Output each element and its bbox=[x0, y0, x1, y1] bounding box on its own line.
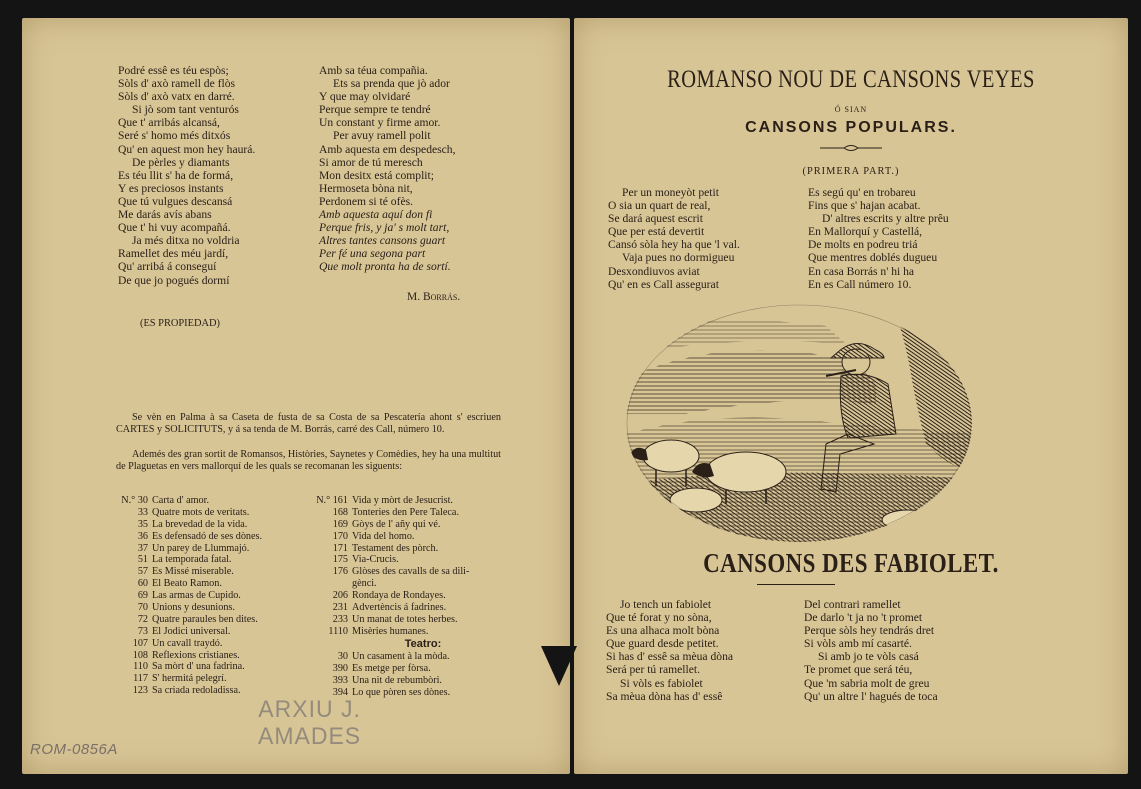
list-item-title: El Beato Ramon. bbox=[152, 578, 222, 590]
list-item-title: Es metge per fòrsa. bbox=[352, 662, 431, 674]
list-item-title: Lo que pòren ses dònes. bbox=[352, 686, 451, 698]
verse-line: Si vòls es fabiolet bbox=[620, 676, 703, 690]
list-item bbox=[308, 578, 508, 590]
verse-line: En Mallorquí y Castellá, bbox=[808, 225, 922, 239]
verse-line: Perque sempre te tendré bbox=[319, 103, 431, 117]
list-item-number: 206 bbox=[332, 590, 348, 602]
verse-line: Un constant y firme amor. bbox=[319, 116, 441, 130]
list-item bbox=[108, 661, 298, 673]
list-item-number: N.° 30 bbox=[121, 495, 148, 506]
list-item bbox=[308, 663, 508, 675]
list-item bbox=[108, 590, 298, 602]
verse-line: Amb aquesta aquí don fi bbox=[319, 208, 433, 222]
list-item bbox=[108, 614, 298, 626]
verse-line: Es téu llit s' ha de formá, bbox=[118, 168, 234, 182]
list-item-number: 33 bbox=[137, 506, 148, 518]
list-item bbox=[308, 554, 508, 566]
list-item-title: Unions y desunions. bbox=[152, 602, 235, 614]
list-item bbox=[108, 650, 298, 662]
verse-line: Que 'm sabria molt de greu bbox=[804, 676, 930, 690]
list-item bbox=[308, 519, 508, 531]
subtitle: CANSONS POPULARS. bbox=[745, 119, 957, 136]
song-column-1 bbox=[606, 598, 733, 703]
list-item-number: 176 bbox=[332, 566, 348, 578]
list-item bbox=[108, 602, 298, 614]
archive-stamp bbox=[258, 695, 361, 750]
verse-line: Jo tench un fabiolet bbox=[620, 598, 712, 611]
list-item bbox=[308, 543, 508, 555]
verse-line: Podré essê es téu espòs; bbox=[118, 64, 229, 77]
list-item bbox=[308, 651, 508, 663]
verse-line: Amb sa téua compañia. bbox=[319, 64, 428, 77]
verse-line: D' altres escrits y altre prêu bbox=[822, 212, 949, 226]
verse-line: Perque sòls hey tendrás dret bbox=[804, 624, 935, 638]
verse-line: Se dará aquest escrit bbox=[608, 212, 703, 226]
list-item-number: 170 bbox=[332, 530, 348, 542]
list-item-number: 394 bbox=[332, 686, 348, 698]
list-item bbox=[108, 626, 298, 638]
list-item bbox=[308, 590, 508, 602]
list-item-title: Testament des pòrch. bbox=[352, 542, 439, 554]
verse-line: Ramellet des méu jardí, bbox=[118, 247, 229, 261]
verse-line: Que t' hi vuy acompañá. bbox=[118, 221, 231, 235]
list-item bbox=[308, 614, 508, 626]
list-item bbox=[308, 531, 508, 543]
list-item-title: Una nit de rebumbòri. bbox=[352, 674, 442, 686]
poem-column-2 bbox=[319, 64, 456, 274]
verse-line: Que molt pronta ha de sortí. bbox=[319, 260, 451, 274]
verse-line: Amb aquesta em despedesch, bbox=[319, 142, 456, 156]
teatro-list bbox=[308, 651, 508, 699]
verse-line: De molts en podreu triá bbox=[808, 238, 918, 252]
main-title: ROMANSO NOU DE CANSONS VEYES bbox=[667, 66, 1035, 93]
ornament-divider-icon bbox=[818, 143, 884, 153]
verse-line: Qu' un altre l' hagués de toca bbox=[804, 689, 938, 703]
verse-line: Que mentres doblés dugueu bbox=[808, 251, 938, 265]
poem-column-1 bbox=[118, 64, 255, 287]
verse-line: Es segú qu' en trobareu bbox=[808, 186, 916, 199]
verse-line: Me darás avís abans bbox=[118, 208, 212, 222]
verse-line: Si amor de tú meresch bbox=[319, 155, 423, 169]
list-item-title: Un casament à la mòda. bbox=[352, 651, 450, 662]
verse-line: Vaja pues no dormigueu bbox=[622, 251, 735, 265]
list-item-number: 70 bbox=[137, 602, 148, 614]
song-column-2 bbox=[804, 598, 938, 703]
list-item-number: 110 bbox=[133, 661, 148, 673]
list-item-number: 51 bbox=[137, 554, 148, 566]
list-item-number: 108 bbox=[132, 649, 148, 661]
list-item-title: Sa criada redoladissa. bbox=[152, 685, 241, 697]
list-item-number: 37 bbox=[137, 542, 148, 554]
verse-line: En es Call número 10. bbox=[808, 277, 912, 291]
verse-line: Ja més ditxa no voldria bbox=[132, 234, 240, 248]
verse-line: Es una alhaca molt bòna bbox=[606, 624, 720, 638]
list-item-title: La temporada fatal. bbox=[152, 554, 232, 566]
verse-line: Que té forat y no sòna, bbox=[606, 611, 712, 625]
list-item-title: Misèries humanes. bbox=[352, 625, 429, 637]
page-tear bbox=[541, 646, 577, 686]
list-item bbox=[308, 626, 508, 638]
verse-line: Si has d' essê sa mèua dòna bbox=[606, 650, 734, 664]
list-item-title: Las armas de Cupido. bbox=[152, 590, 241, 602]
list-item-title: Advertèncis á fadrines. bbox=[352, 602, 447, 614]
list-item-number: 117 bbox=[133, 673, 148, 685]
part-label: (PRIMERA PART.) bbox=[802, 166, 900, 177]
teatro-heading: Teatro: bbox=[404, 638, 442, 650]
list-item bbox=[108, 519, 298, 531]
list-item-number: 72 bbox=[137, 613, 148, 625]
verse-line: Que tú vulgues descansá bbox=[118, 194, 233, 208]
list-item-title: Es Missé miserable. bbox=[152, 566, 234, 578]
list-item-title: Rondaya de Rondayes. bbox=[352, 590, 446, 602]
notice-paragraph-1: Se vèn en Palma à sa Caseta de fusta de sa Costa de sa Pescatería ahont s' escriuen CARTES y SOLICITUTS, y á sa tenda de M. Borrás, carré des Call, número 10. bbox=[116, 412, 501, 436]
list-item-number: 175 bbox=[332, 554, 348, 566]
verse-line: Per fé una segona part bbox=[319, 247, 426, 261]
archive-code: ROM-0856A bbox=[30, 741, 118, 758]
list-item bbox=[108, 566, 298, 578]
list-item bbox=[108, 638, 298, 650]
list-item-title: S' hermitá pelegrí. bbox=[152, 673, 227, 685]
verse-line: De pèrles y diamants bbox=[132, 155, 230, 169]
list-item-title: Un cavall traydó. bbox=[152, 637, 223, 649]
list-item-title: Un manat de totes herbes. bbox=[352, 613, 458, 625]
verse-line: Qu' en aquest mon hey haurá. bbox=[118, 142, 256, 156]
verse-line: En casa Borrás n' hi ha bbox=[808, 264, 915, 278]
list-item bbox=[308, 507, 508, 519]
list-item-number: 233 bbox=[332, 613, 348, 625]
verse-line: Y es preciosos instants bbox=[118, 181, 224, 195]
right-page bbox=[574, 18, 1128, 774]
list-item-number: 169 bbox=[332, 518, 348, 530]
list-item-number: 36 bbox=[137, 530, 148, 542]
list-item-title: Tonteries den Pere Taleca. bbox=[352, 506, 460, 518]
o-sian-label: Ó SIAN bbox=[834, 105, 868, 114]
notice-paragraph-2: Ademés des gran sortit de Romansos, Històries, Saynetes y Comèdies, hey ha una multitut de Plaguetas en vers mallorquí de les quals se recomanan les siguents: bbox=[116, 449, 501, 473]
list-item bbox=[308, 675, 508, 687]
verse-line: Altres tantes cansons guart bbox=[319, 234, 446, 248]
verse-line: Te promet que será téu, bbox=[804, 663, 913, 677]
list-item-title: Vida del homo. bbox=[352, 530, 415, 542]
verse-line: Per avuy ramell polit bbox=[333, 129, 431, 143]
verse-line: Sòls d' axò ramell de flòs bbox=[118, 77, 236, 91]
shepherd-illustration bbox=[626, 304, 972, 542]
property-notice: (ES PROPIEDAD) bbox=[140, 318, 220, 329]
title-rule bbox=[757, 584, 835, 585]
verse-line: Ets sa prenda que jò ador bbox=[333, 77, 450, 91]
list-item-title: gènci. bbox=[352, 578, 377, 590]
list-item-number: 1110 bbox=[328, 625, 348, 637]
verse-line: Qu' en es Call assegurat bbox=[608, 277, 719, 291]
verse-line: Si vòls amb mí casarté. bbox=[804, 637, 912, 651]
list-item-title: Vida y mòrt de Jesucrist. bbox=[352, 495, 453, 506]
verse-line: Si jò som tant venturós bbox=[132, 103, 239, 117]
list-item-number bbox=[308, 578, 352, 590]
list-item-number: 107 bbox=[132, 637, 148, 649]
list-item-number: 231 bbox=[332, 602, 348, 614]
list-item-title: Gòys de l' añy qui vé. bbox=[352, 518, 441, 530]
list-item-number: 69 bbox=[137, 590, 148, 602]
list-item-title: La brevedad de la vida. bbox=[152, 518, 248, 530]
list-item-number: 30 bbox=[337, 651, 348, 662]
list-item-title: Quatre paraules ben dites. bbox=[152, 613, 258, 625]
list-item bbox=[308, 495, 508, 507]
list-item-number: 390 bbox=[332, 662, 348, 674]
verse-line: Mon desitx está complit; bbox=[319, 168, 434, 182]
list-item bbox=[108, 673, 298, 685]
list-item-number: 171 bbox=[332, 542, 348, 554]
list-item bbox=[108, 554, 298, 566]
list-item bbox=[108, 531, 298, 543]
verse-line: Que t' arribás alcansá, bbox=[118, 116, 220, 130]
list-item-title: Sa mòrt d' una fadrina. bbox=[152, 661, 245, 673]
list-item-title: Carta d' amor. bbox=[152, 495, 210, 506]
verse-line: Desxondiuvos aviat bbox=[608, 264, 700, 278]
list-item-number: 35 bbox=[137, 518, 148, 530]
verse-line: Sa mèua dòna has d' essê bbox=[606, 689, 723, 703]
stamp-line-2: AMADES bbox=[258, 722, 362, 750]
author-signature: M. Borrás. bbox=[407, 291, 461, 303]
verse-line: Y que may olvidaré bbox=[319, 90, 411, 104]
verse-line: Fins que s' hajan acabat. bbox=[808, 199, 921, 213]
verse-line: De que jo pogués dormí bbox=[118, 273, 230, 287]
verse-line: Cansó sòla hey ha que 'l val. bbox=[608, 238, 740, 252]
intro-column-2 bbox=[808, 186, 949, 291]
verse-line: Perque fris, y ja' s molt tart, bbox=[319, 221, 450, 235]
list-item bbox=[308, 602, 508, 614]
verse-line: Del contrari ramellet bbox=[804, 598, 901, 611]
verse-line: Será per tú ramellet. bbox=[606, 663, 700, 677]
verse-line: Que guard desde petitet. bbox=[606, 637, 719, 651]
list-item bbox=[108, 543, 298, 555]
list-item bbox=[108, 507, 298, 519]
list-item-title: Glòses des cavalls de sa dili- bbox=[352, 566, 470, 578]
stamp-line-1: ARXIU J. bbox=[258, 694, 361, 722]
list-item-title: Un parey de Llummajó. bbox=[152, 542, 250, 554]
verse-line: Per un moneyòt petit bbox=[622, 186, 719, 199]
list-item-number: 57 bbox=[137, 566, 148, 578]
left-page bbox=[22, 18, 570, 774]
verse-line: Qu' arribá á conseguí bbox=[118, 260, 217, 274]
verse-line: Hermoseta bòna nit, bbox=[319, 181, 413, 195]
list-item-title: Es defensadó de ses dònes. bbox=[152, 530, 263, 542]
list-item-title: Quatre mots de veritats. bbox=[152, 506, 250, 518]
list-item-title: El Jodici universal. bbox=[152, 625, 231, 637]
list-item-title: Via-Crucis. bbox=[352, 554, 399, 566]
verse-line: De darlo 't ja no 't promet bbox=[804, 611, 923, 625]
list-item-number: 73 bbox=[137, 625, 148, 637]
list-item-number: 60 bbox=[137, 578, 148, 590]
song-title: CANSONS DES FABIOLET. bbox=[703, 548, 999, 578]
list-item bbox=[108, 578, 298, 590]
intro-column-1 bbox=[608, 186, 740, 291]
list-item bbox=[308, 566, 508, 578]
verse-line: O sia un quart de real, bbox=[608, 199, 711, 213]
verse-line: Que per está devertit bbox=[608, 225, 705, 239]
verse-line: Sòls d' axò vatx en darré. bbox=[118, 90, 235, 104]
list-item-number: N.° 161 bbox=[316, 495, 348, 506]
verse-line: Seré s' homo més ditxós bbox=[118, 129, 231, 143]
verse-line: Si amb jo te vòls casá bbox=[818, 650, 919, 664]
list-item-title: Reflexions cristianes. bbox=[152, 649, 240, 661]
catalog-list-column-1 bbox=[108, 495, 298, 697]
list-item-number: 168 bbox=[332, 506, 348, 518]
list-item-number: 123 bbox=[132, 685, 148, 697]
catalog-list-column-2 bbox=[308, 495, 508, 638]
list-item bbox=[108, 495, 298, 507]
list-item-number: 393 bbox=[332, 674, 348, 686]
verse-line: Perdonem si té ofès. bbox=[319, 194, 414, 208]
